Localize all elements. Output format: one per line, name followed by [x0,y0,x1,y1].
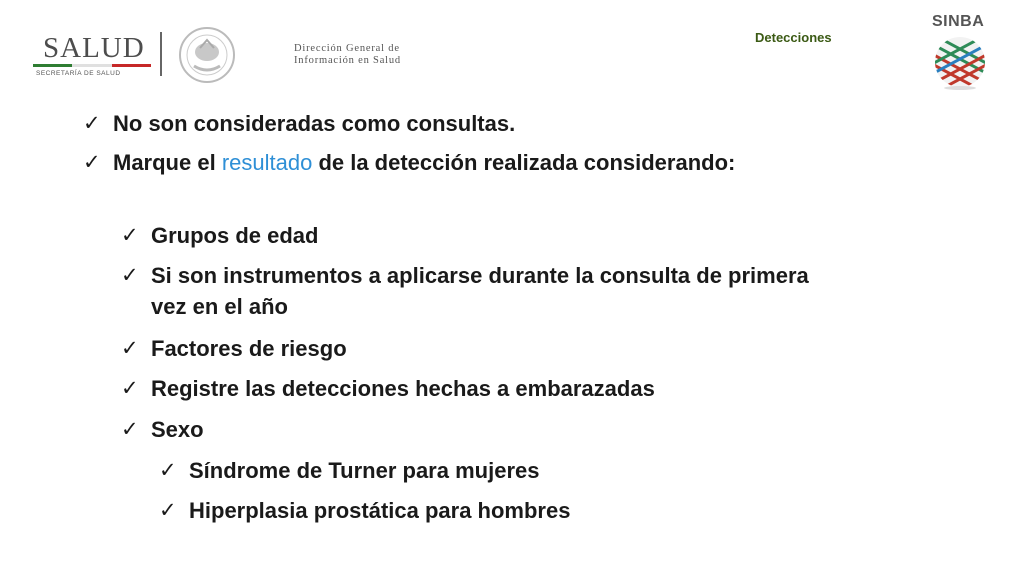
sinba-logo-text: SINBA [932,13,985,30]
bullet-hiperplasia [159,495,825,526]
check-icon: ✓ [121,376,139,400]
bullet-turner [159,455,825,486]
bullet-text: Hiperplasia prostática para hombres [189,498,571,523]
check-icon: ✓ [121,263,139,287]
check-icon: ✓ [83,150,101,174]
bullet-factores-riesgo [121,333,825,364]
salud-logo-subtitle: SECRETARÍA DE SALUD [36,70,121,77]
bullet-text: Registre las detecciones hechas a embarazadas [151,376,655,401]
dgis-line-1: Dirección General de [294,43,400,54]
bullet-text: Síndrome de Turner para mujeres [189,458,540,483]
check-icon: ✓ [159,458,177,482]
salud-logo-text: SALUD [43,32,145,64]
bullet-text: No son consideradas como consultas. [113,111,516,136]
bullet-no-consultas [83,108,825,139]
bullet-text-part: de la detección realizada considerando: [312,150,736,175]
bullet-sexo [121,414,825,445]
section-title: Detecciones [755,30,832,45]
check-icon: ✓ [121,336,139,360]
bullet-text: Sexo [151,417,204,442]
check-icon: ✓ [83,111,101,135]
dgis-line-2: Información en Salud [294,55,401,66]
bullet-grupos-edad [121,220,825,251]
bullet-embarazadas [121,373,825,404]
check-icon: ✓ [121,223,139,247]
resultado-highlight: resultado [221,150,313,175]
bullet-text: Si son instrumentos a aplicarse durante la consulta de primera vez en el año [151,263,809,319]
check-icon: ✓ [121,417,139,441]
bullet-text: Factores de riesgo [151,336,347,361]
bullet-text: Grupos de edad [151,223,319,248]
bullet-marque-resultado [83,147,825,178]
check-icon: ✓ [159,498,177,522]
bullet-instrumentos [121,260,825,322]
bullet-text-part: Marque el [113,150,222,175]
